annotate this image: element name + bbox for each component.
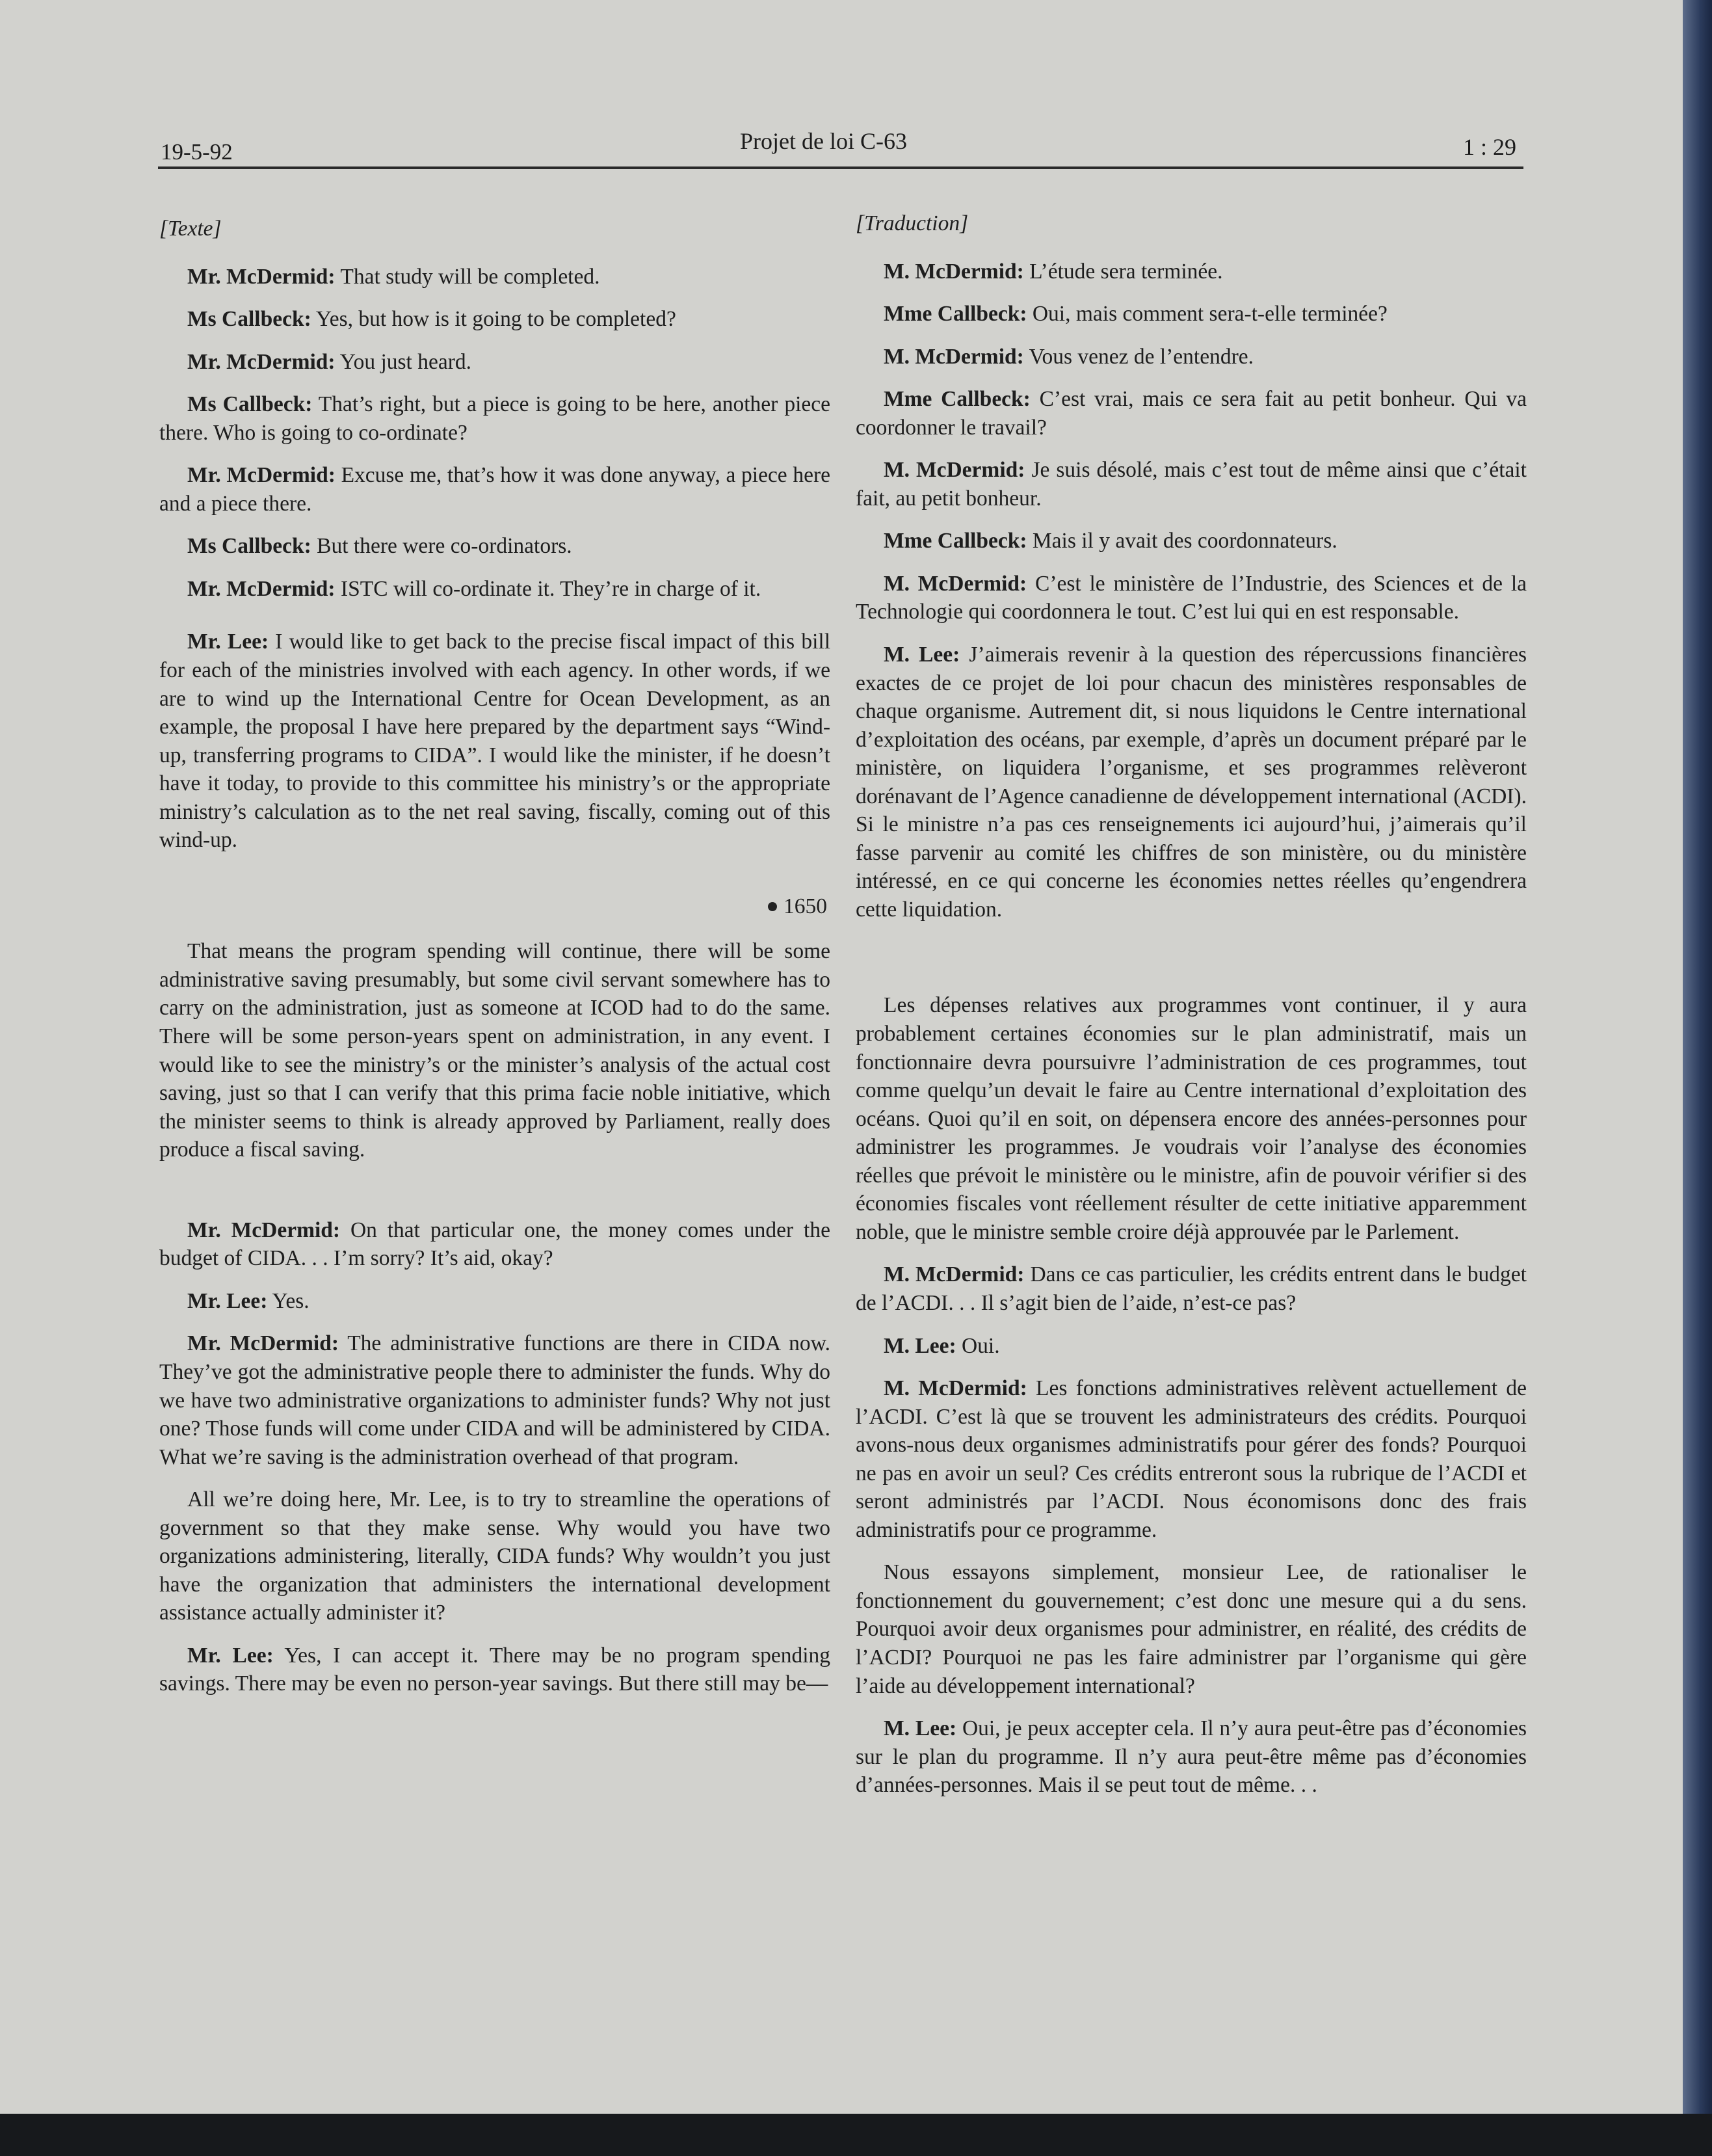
speech-text: I would like to get back to the precise fiscal impact of this bill for each of the ministries involved with each agency. In other words, if we are to wind up the International Centre for Ocean Development, as an example, the proposal I have here prepared by the department says “Wind-up, transferring programs to CIDA”. I would like the minister, if he doesn’t have it today, to provide to this committee his ministry’s or the appropriate ministry’s calculation as to the net real saving, fiscally, coming out of this wind-up. (159, 630, 830, 853)
transcript-paragraph (856, 1714, 1527, 1800)
transcript-paragraph (159, 263, 830, 291)
transcript-paragraph (159, 1485, 830, 1627)
bullet-icon (768, 902, 777, 911)
header-page-number: 1 : 29 (1463, 134, 1517, 160)
section-label-traduction: [Traduction] (856, 211, 969, 235)
speaker-name: M. McDermid: (884, 458, 1025, 483)
transcript-paragraph (856, 527, 1527, 555)
paragraph-group (159, 937, 830, 1164)
transcript-paragraph (159, 348, 830, 377)
speech-text: Mais il y avait des coordonnateurs. (1027, 529, 1337, 553)
speaker-name: M. McDermid: (884, 1376, 1027, 1401)
paragraph-group (159, 263, 830, 604)
transcript-paragraph (159, 1329, 830, 1471)
speaker-name: Mr. McDermid: (187, 463, 336, 488)
speech-text: That study will be completed. (335, 264, 600, 289)
speaker-name: Mr. McDermid: (187, 349, 336, 374)
speech-text: Oui. (956, 1333, 1000, 1358)
speech-text: Je suis désolé, mais c’est tout de même ainsi que c’était fait, au petit bonheur. (856, 458, 1527, 511)
transcript-paragraph (856, 456, 1527, 512)
transcript-paragraph (159, 461, 830, 518)
speech-text: Excuse me, that’s how it was done anyway, a piece here and a piece there. (159, 463, 830, 516)
transcript-paragraph (856, 385, 1527, 442)
transcript-paragraph (856, 1558, 1527, 1700)
speech-text: J’aimerais revenir à la question des répercussions financières exactes de ce projet de loi pour chacun des ministères responsables de chaque organisme. Autrement dit, si nous liquidons le Centre international d’exploitation des océans, par exemple, d’après un document préparé par le ministère, on liquidera l’organisme, et ses programmes relèveront dorénavant de l’Agence canadienne de développement international (ACDI). Si le ministre n’a pas ces renseignements ici aujourd’hui, j’aimerais qu’il fasse parvenir au comité les chiffres de son ministère, ou du ministère intéressé, en ce qui concerne les économies nettes réelles qu’engendrera cette liquidation. (856, 643, 1527, 922)
transcript-paragraph (159, 305, 830, 334)
speech-text: L’étude sera terminée. (1023, 259, 1223, 284)
speaker-name: Ms Callbeck: (187, 534, 311, 559)
timestamp-value: 1650 (784, 894, 827, 918)
speaker-name: M. Lee: (884, 1333, 956, 1358)
transcript-paragraph (159, 390, 830, 447)
page-header (0, 127, 1683, 173)
transcript-paragraph (856, 641, 1527, 924)
french-column (856, 209, 1527, 1814)
transcript-paragraph (159, 628, 830, 854)
speaker-name: M. McDermid: (884, 259, 1024, 284)
speech-text: Yes. (267, 1288, 309, 1313)
transcript-paragraph (159, 937, 830, 1164)
speech-text: C’est vrai, mais ce sera fait au petit bonheur. Qui va coordonner le travail? (856, 387, 1527, 440)
book-spine (1683, 0, 1712, 2114)
speaker-name: Mr. McDermid: (187, 576, 336, 601)
paragraph-group (856, 991, 1527, 1799)
transcript-paragraph (856, 1260, 1527, 1317)
transcript-paragraph (856, 300, 1527, 328)
transcript-paragraph (159, 575, 830, 604)
speaker-name: Mme Callbeck: (884, 302, 1027, 326)
speaker-name: Mr. Lee: (187, 1288, 268, 1313)
transcript-paragraph (856, 343, 1527, 371)
speech-text: Vous venez de l’entendre. (1023, 344, 1254, 369)
speech-text: ISTC will co-ordinate it. They’re in charge of it. (335, 576, 761, 601)
speaker-name: Mr. McDermid: (187, 1218, 341, 1242)
speaker-name: Mr. McDermid: (187, 264, 336, 289)
transcript-paragraph (856, 991, 1527, 1246)
speech-text: C’est le ministère de l’Industrie, des Sciences et de la Technologie qui coordonnera le tout. C’est lui qui en est responsable. (856, 571, 1527, 624)
speech-text: That means the program spending will continue, there will be some administrative saving presumably, but some civil servant somewhere has to carry on the administration, just as someone at ICOD had to do the same. There will be some person-years spent on administration, in any event. I would like to see the ministry’s or the minister’s analysis of the actual cost saving, just so that I can verify that this prima facie noble initiative, which the minister seems to think is already approved by Parliament, really does produce a fiscal saving. (159, 939, 830, 1162)
transcript-paragraph (159, 1642, 830, 1698)
speaker-name: M. McDermid: (884, 571, 1027, 596)
speech-text: You just heard. (335, 349, 471, 374)
speech-text: Nous essayons simplement, monsieur Lee, de rationaliser le fonctionnement du gouvernement; c’est donc une mesure qui a du sens. Pourquoi avoir deux organismes pour administrer, en réalité, des crédits de l’ACDI? Pourquoi ne pas les faire administrer par l’organisme qui gère l’aide au développement international? (856, 1560, 1527, 1698)
speaker-name: M. Lee: (884, 643, 960, 667)
speech-text: All we’re doing here, Mr. Lee, is to try to streamline the operations of government so that they make sense. Why would you have two organizations administering, literally, CIDA funds? Why wouldn’t you just have the organization that administers the international development assistance actually administer it? (159, 1487, 830, 1625)
speech-text: Oui, mais comment sera-t-elle terminée? (1027, 302, 1388, 326)
transcript-paragraph (856, 1374, 1527, 1544)
transcript-paragraph (856, 1332, 1527, 1361)
speech-text: Les dépenses relatives aux programmes vont continuer, il y aura probablement certaines économies sur le plan administratif, mais un fonctionnaire devra poursuivre l’administration de ces programmes, tout comme quelqu’un devait le faire au Centre international d’exploitation des océans. Quoi qu’il en soit, on dépensera encore des années-personnes pour administrer les programmes. Je voudrais voir l’analyse des économies réelles que prévoit le ministère ou le ministre, afin de pouvoir vérifier si des économies fiscales vont réellement résulter de cette initiative apparemment noble, que le ministre semble croire déjà approuvée par le Parlement. (856, 993, 1527, 1244)
speech-text: Les fonctions administratives relèvent actuellement de l’ACDI. C’est là que se trouvent les administrateurs des crédits. Pourquoi avons-nous deux organismes administratifs pour gérer des fonds? Pourquoi ne pas en avoir un seul? Ces crédits entreront sous la rubrique de l’ACDI et seront administrés par l’ACDI. Nous économisons donc des frais administratifs pour ce programme. (856, 1376, 1527, 1542)
speech-text: That’s right, but a piece is going to be here, another piece there. Who is going to co-ordinate? (159, 392, 830, 445)
speaker-name: M. Lee: (884, 1716, 957, 1741)
speaker-name: Mr. Lee: (187, 1643, 274, 1668)
header-rule (158, 166, 1523, 169)
transcript-paragraph (159, 1287, 830, 1316)
speech-text: Yes, I can accept it. There may be no program spending savings. There may be even no person-year savings. But there still may be— (159, 1643, 830, 1696)
paragraph-group (856, 258, 1527, 924)
transcript-paragraph (159, 1216, 830, 1273)
paragraph-group (159, 628, 830, 854)
speech-text: But there were co-ordinators. (311, 534, 572, 559)
speaker-name: Mme Callbeck: (884, 387, 1031, 412)
paragraph-group (159, 1216, 830, 1698)
speech-text: Oui, je peux accepter cela. Il n’y aura peut-être pas d’économies sur le plan du programme. Il n’y aura peut-être même pas d’économies d’années-personnes. Mais il se peut tout de même. . . (856, 1716, 1527, 1798)
speaker-name: Mr. McDermid: (187, 1331, 339, 1356)
speaker-name: Mme Callbeck: (884, 529, 1027, 553)
speech-text: Dans ce cas particulier, les crédits entrent dans le budget de l’ACDI. . . Il s’agit bien de l’aide, n’est-ce pas? (856, 1262, 1527, 1315)
speaker-name: Ms Callbeck: (187, 307, 311, 332)
header-date: 19-5-92 (161, 139, 233, 165)
transcript-paragraph (159, 532, 830, 561)
speaker-name: Ms Callbeck: (187, 392, 313, 417)
header-title: Projet de loi C-63 (740, 128, 907, 154)
speaker-name: M. McDermid: (884, 344, 1024, 369)
speech-text: The administrative functions are there in CIDA now. They’ve got the administrative people there to administer the funds. Why do we have two administrative organizations to administer funds? Why not just one? Those funds will come under CIDA and will be administered by CIDA. What we’re saving is the administration overhead of that program. (159, 1331, 830, 1469)
speech-text: Yes, but how is it going to be completed? (311, 307, 676, 332)
speaker-name: M. McDermid: (884, 1262, 1025, 1287)
transcript-paragraph (856, 570, 1527, 626)
speaker-name: Mr. Lee: (187, 630, 269, 654)
english-column (159, 215, 830, 1712)
speech-text: On that particular one, the money comes under the budget of CIDA. . . I’m sorry? It’s aid, okay? (159, 1218, 830, 1271)
section-label-texte: [Texte] (159, 217, 222, 241)
timestamp (159, 892, 830, 921)
transcript-paragraph (856, 258, 1527, 286)
